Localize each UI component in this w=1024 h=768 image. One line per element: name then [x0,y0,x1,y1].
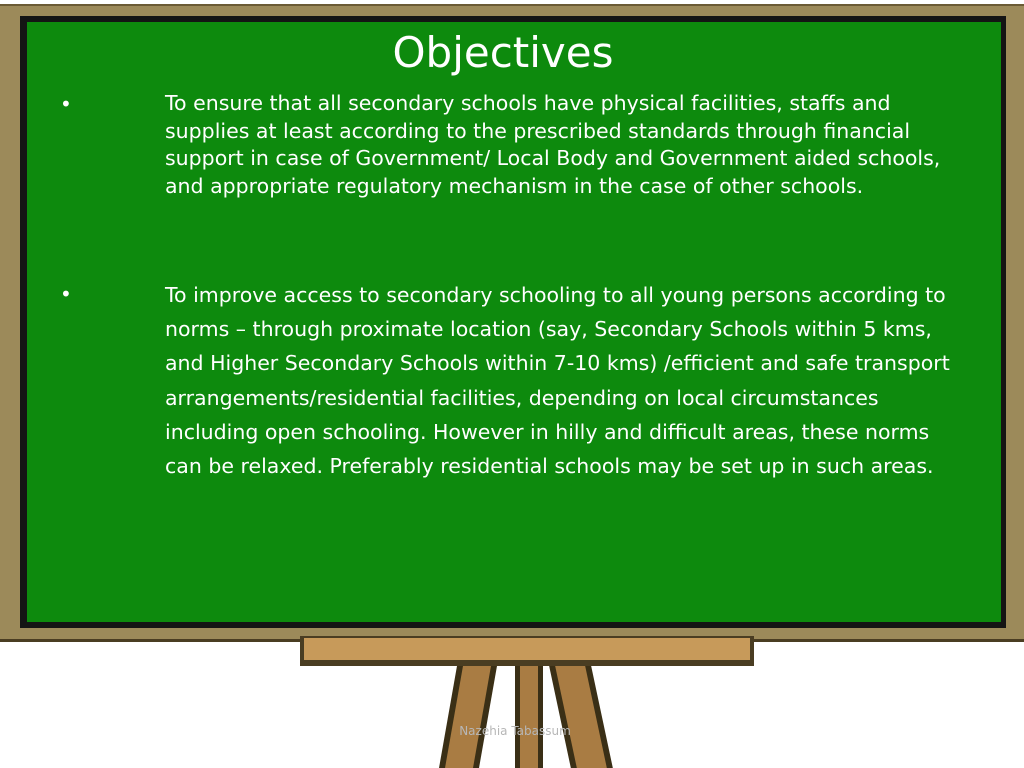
bullet-marker: • [60,92,72,116]
slide-footer: Nazehia Tabassum [459,724,571,738]
easel-leg-left [439,666,497,768]
slide-title: Objectives [392,28,614,77]
bullet-marker: • [60,282,72,306]
objective-paragraph: To ensure that all secondary schools have physical facilities, staffs and supplies at least according to the prescribed standards through financial support in case of Government/ Local Body and Government aided schools, and appropriate regulatory mechanism in the case of other schools. [165,91,941,198]
objective-paragraph: To improve access to secondary schooling to all young persons according to norms – through proximate location (say, Secondary Schools within 5 kms, and Higher Secondary Schools within 7-10 kms) /efficient and safe transport arrangements/residential facilities, depending on local circumstances including open schooling. However in hilly and difficult areas, these norms can be relaxed. Preferably residential schools may be set up in such areas. [165,283,950,479]
easel-leg-right [549,666,613,768]
chalk-ledge [304,638,750,660]
easel-leg-center [515,666,543,768]
